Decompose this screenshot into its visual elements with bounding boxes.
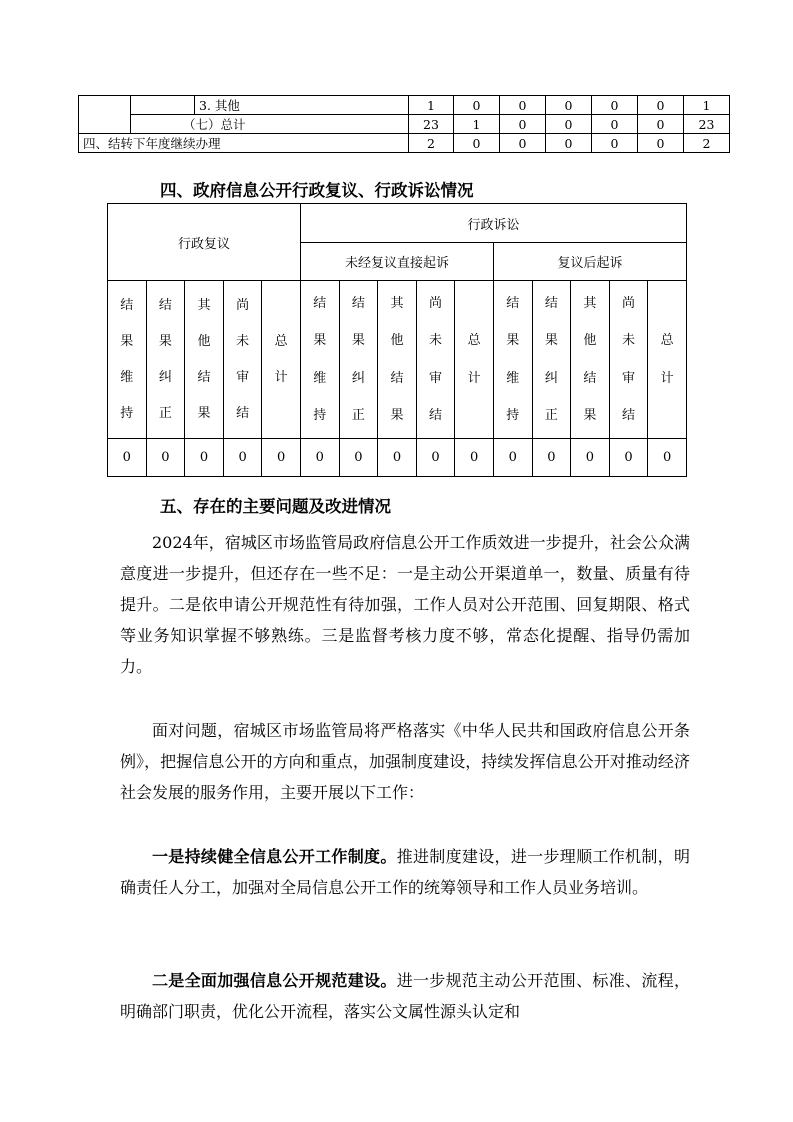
table-cell: 1 xyxy=(684,96,730,115)
table-cell: 0 xyxy=(416,439,455,477)
table-cell: 0 xyxy=(378,439,417,477)
table-cell: 0 xyxy=(638,115,684,134)
measure-1-title: 一是持续健全信息公开工作制度。 xyxy=(152,847,397,866)
column-label: 总计 xyxy=(467,333,481,386)
table-cell: 2 xyxy=(684,134,730,153)
table-cell: 0 xyxy=(638,96,684,115)
column-header xyxy=(185,281,224,439)
column-header xyxy=(648,281,687,439)
section5-heading: 五、存在的主要问题及改进情况 xyxy=(160,497,391,516)
table-cell: 0 xyxy=(546,115,592,134)
review-litigation-table xyxy=(107,203,687,477)
column-header xyxy=(532,281,571,439)
table-cell: 0 xyxy=(455,439,494,477)
table-cell xyxy=(131,96,195,115)
table-cell: 0 xyxy=(146,439,185,477)
table-cell: 1 xyxy=(454,115,500,134)
column-header xyxy=(378,281,417,439)
table-cell: 0 xyxy=(500,115,546,134)
table-cell: 0 xyxy=(339,439,378,477)
column-label: 结果纠正 xyxy=(351,295,365,423)
column-header xyxy=(339,281,378,439)
table-cell: 0 xyxy=(500,134,546,153)
table-row xyxy=(108,439,687,477)
table-cell: 0 xyxy=(592,134,638,153)
row-label: 3. 其他 xyxy=(195,96,409,115)
table-cell: 0 xyxy=(185,439,224,477)
column-header xyxy=(146,281,185,439)
table-cell: 0 xyxy=(500,96,546,115)
row-label: （七）总计 xyxy=(131,115,409,134)
column-header xyxy=(300,281,339,439)
table-cell: 0 xyxy=(454,96,500,115)
paragraph-measure-2 xyxy=(120,965,690,1027)
disclosure-stats-table xyxy=(78,95,730,153)
column-label: 结果维持 xyxy=(313,295,327,423)
table-cell: 0 xyxy=(493,439,532,477)
column-header xyxy=(108,281,147,439)
measure-1-text: 推进制度建设，进一步理顺工作机制，明确责任人分工，加强对全局信息公开工作的统筹领导和工作人员业务培训。 xyxy=(120,847,690,897)
table-cell: 0 xyxy=(546,134,592,153)
table-row xyxy=(79,96,730,115)
table-cell: 0 xyxy=(262,439,301,477)
column-header xyxy=(262,281,301,439)
table-cell: 0 xyxy=(223,439,262,477)
table-cell: 0 xyxy=(638,134,684,153)
column-header xyxy=(416,281,455,439)
table-cell: 0 xyxy=(609,439,648,477)
table-cell: 0 xyxy=(532,439,571,477)
table-cell: 0 xyxy=(300,439,339,477)
column-label: 尚未审结 xyxy=(429,295,443,423)
table-row xyxy=(79,115,730,134)
column-header xyxy=(223,281,262,439)
table-cell: 23 xyxy=(409,115,454,134)
table-cell: 0 xyxy=(454,134,500,153)
column-label: 结果纠正 xyxy=(158,297,172,421)
column-label: 总计 xyxy=(274,333,288,385)
measure-2-title: 二是全面加强信息公开规范建设。 xyxy=(152,971,397,990)
table-row xyxy=(79,134,730,153)
table-cell: 0 xyxy=(546,96,592,115)
column-label: 其他结果 xyxy=(197,297,211,421)
column-label: 结果纠正 xyxy=(544,295,558,423)
table-cell: 0 xyxy=(648,439,687,477)
direct-suit-header: 未经复议直接起诉 xyxy=(300,243,493,281)
table-cell: 1 xyxy=(409,96,454,115)
section4-heading: 四、政府信息公开行政复议、行政诉讼情况 xyxy=(160,181,474,200)
column-label: 结果维持 xyxy=(120,297,134,421)
table-cell: 0 xyxy=(592,115,638,134)
admin-review-header: 行政复议 xyxy=(108,204,301,281)
column-label: 尚未审结 xyxy=(236,297,250,421)
column-header xyxy=(571,281,610,439)
column-label: 其他结果 xyxy=(390,295,404,423)
table-cell: 2 xyxy=(409,134,454,153)
post-review-suit-header: 复议后起诉 xyxy=(493,243,686,281)
row-label: 四、结转下年度继续办理 xyxy=(79,134,409,153)
column-label: 其他结果 xyxy=(583,295,597,423)
paragraph-problems: 2024年，宿城区市场监管局政府信息公开工作质效进一步提升，社会公众满意度进一步提升，但还存在一些不足：一是主动公开渠道单一，数量、质量有待提升。二是依申请公开规范性有待加强，工作人员对公开范围、回复期限、格式等业务知识掌握不够熟练。三是监督考核力度不够，常态化提醒、指导仍需加力。 xyxy=(120,533,690,676)
table-cell: 23 xyxy=(684,115,730,134)
column-label: 总计 xyxy=(660,333,674,386)
column-header xyxy=(609,281,648,439)
paragraph-plan: 面对问题，宿城区市场监管局将严格落实《中华人民共和国政府信息公开条例》，把握信息公开的方向和重点，加强制度建设，持续发挥信息公开对推动经济社会发展的服务作用，主要开展以下工作： xyxy=(120,721,690,802)
table-row xyxy=(108,281,687,439)
admin-litigation-header: 行政诉讼 xyxy=(300,204,686,243)
column-label: 尚未审结 xyxy=(622,295,636,423)
table-cell: 0 xyxy=(108,439,147,477)
column-header xyxy=(455,281,494,439)
measure-2-text: 进一步规范主动公开范围、标准、流程，明确部门职责，优化公开流程，落实公文属性源头认定和 xyxy=(120,971,690,1021)
table-cell: 0 xyxy=(571,439,610,477)
table-cell: 0 xyxy=(592,96,638,115)
column-header xyxy=(493,281,532,439)
table-cell xyxy=(79,96,131,134)
paragraph-measure-1 xyxy=(120,841,690,903)
table-row xyxy=(108,204,687,243)
column-label: 结果维持 xyxy=(506,295,520,423)
